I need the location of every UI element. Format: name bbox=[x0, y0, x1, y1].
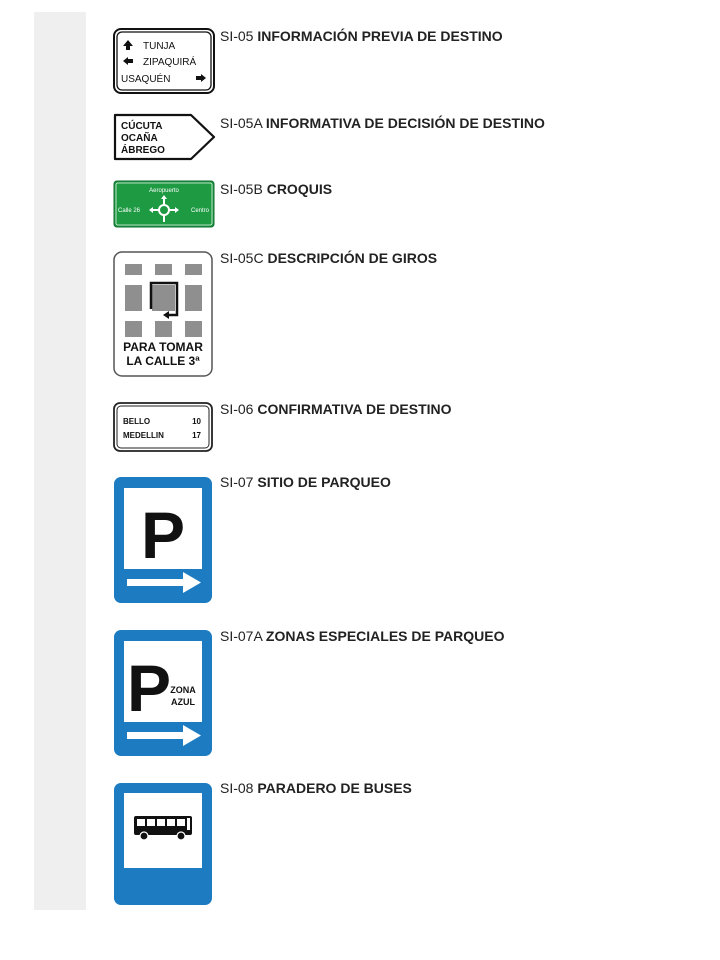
sign-si-06 bbox=[113, 402, 213, 452]
sign-code: SI-05 bbox=[220, 28, 254, 44]
sign-code: SI-05A bbox=[220, 115, 263, 131]
sign-label-top: Aeropuerto bbox=[149, 188, 179, 194]
sign-caption-si-05b bbox=[220, 181, 332, 197]
sign-place: BELLO bbox=[123, 417, 151, 426]
sign-label-right: Centro bbox=[190, 208, 209, 214]
sign-row: ZIPAQUIRÁ bbox=[143, 57, 197, 68]
sign-si-05a bbox=[113, 113, 217, 161]
sign-caption-si-05c bbox=[220, 250, 437, 266]
sign-row: USAQUÉN bbox=[121, 74, 171, 85]
sign-code: SI-07 bbox=[220, 474, 254, 490]
sign-row: TUNJA bbox=[143, 41, 176, 52]
sign-si-07 bbox=[113, 476, 213, 604]
sign-code: SI-06 bbox=[220, 401, 254, 417]
sign-name: PARADERO DE BUSES bbox=[257, 780, 412, 796]
sign-caption-si-05 bbox=[220, 28, 503, 44]
sign-km: 17 bbox=[192, 431, 201, 440]
sign-si-05c bbox=[113, 251, 213, 377]
parking-letter: P bbox=[140, 498, 186, 572]
sign-caption-si-06 bbox=[220, 401, 452, 417]
sign-name: INFORMATIVA DE DECISIÓN DE DESTINO bbox=[265, 115, 545, 131]
sign-row: OCAÑA bbox=[121, 133, 158, 144]
sign-caption-si-07 bbox=[220, 474, 391, 490]
sign-row: ÁBREGO bbox=[121, 145, 165, 156]
sign-code: SI-08 bbox=[220, 780, 254, 796]
sign-line: LA CALLE 3ª bbox=[126, 354, 200, 368]
sign-label-left: Calle 26 bbox=[118, 208, 141, 214]
sign-name: DESCRIPCIÓN DE GIROS bbox=[267, 250, 438, 266]
sign-name: CONFIRMATIVA DE DESTINO bbox=[257, 401, 452, 417]
sign-place: MEDELLIN bbox=[123, 431, 164, 440]
parking-letter: P bbox=[126, 651, 172, 725]
zone-line: AZUL bbox=[171, 697, 195, 707]
sign-code: SI-05B bbox=[220, 181, 263, 197]
sign-caption-si-07a bbox=[220, 628, 504, 644]
zone-line: ZONA bbox=[170, 685, 196, 695]
sign-code: SI-07A bbox=[220, 628, 263, 644]
sign-line: PARA TOMAR bbox=[123, 340, 203, 354]
sign-caption-si-05a bbox=[220, 115, 545, 131]
sign-name: INFORMACIÓN PREVIA DE DESTINO bbox=[257, 28, 503, 44]
sign-code: SI-05C bbox=[220, 250, 264, 266]
sign-si-05 bbox=[113, 28, 215, 94]
sign-si-05b bbox=[113, 180, 215, 228]
sign-name: CROQUIS bbox=[266, 181, 333, 197]
sign-si-08 bbox=[113, 782, 213, 906]
sign-caption-si-08 bbox=[220, 780, 412, 796]
block-turn-diagram-icon bbox=[125, 264, 202, 337]
sign-name: ZONAS ESPECIALES DE PARQUEO bbox=[265, 628, 505, 644]
sign-row: CÚCUTA bbox=[121, 121, 163, 132]
sign-name: SITIO DE PARQUEO bbox=[257, 474, 391, 490]
sign-km: 10 bbox=[192, 417, 201, 426]
left-gutter bbox=[34, 12, 86, 910]
sign-si-07a bbox=[113, 629, 213, 757]
